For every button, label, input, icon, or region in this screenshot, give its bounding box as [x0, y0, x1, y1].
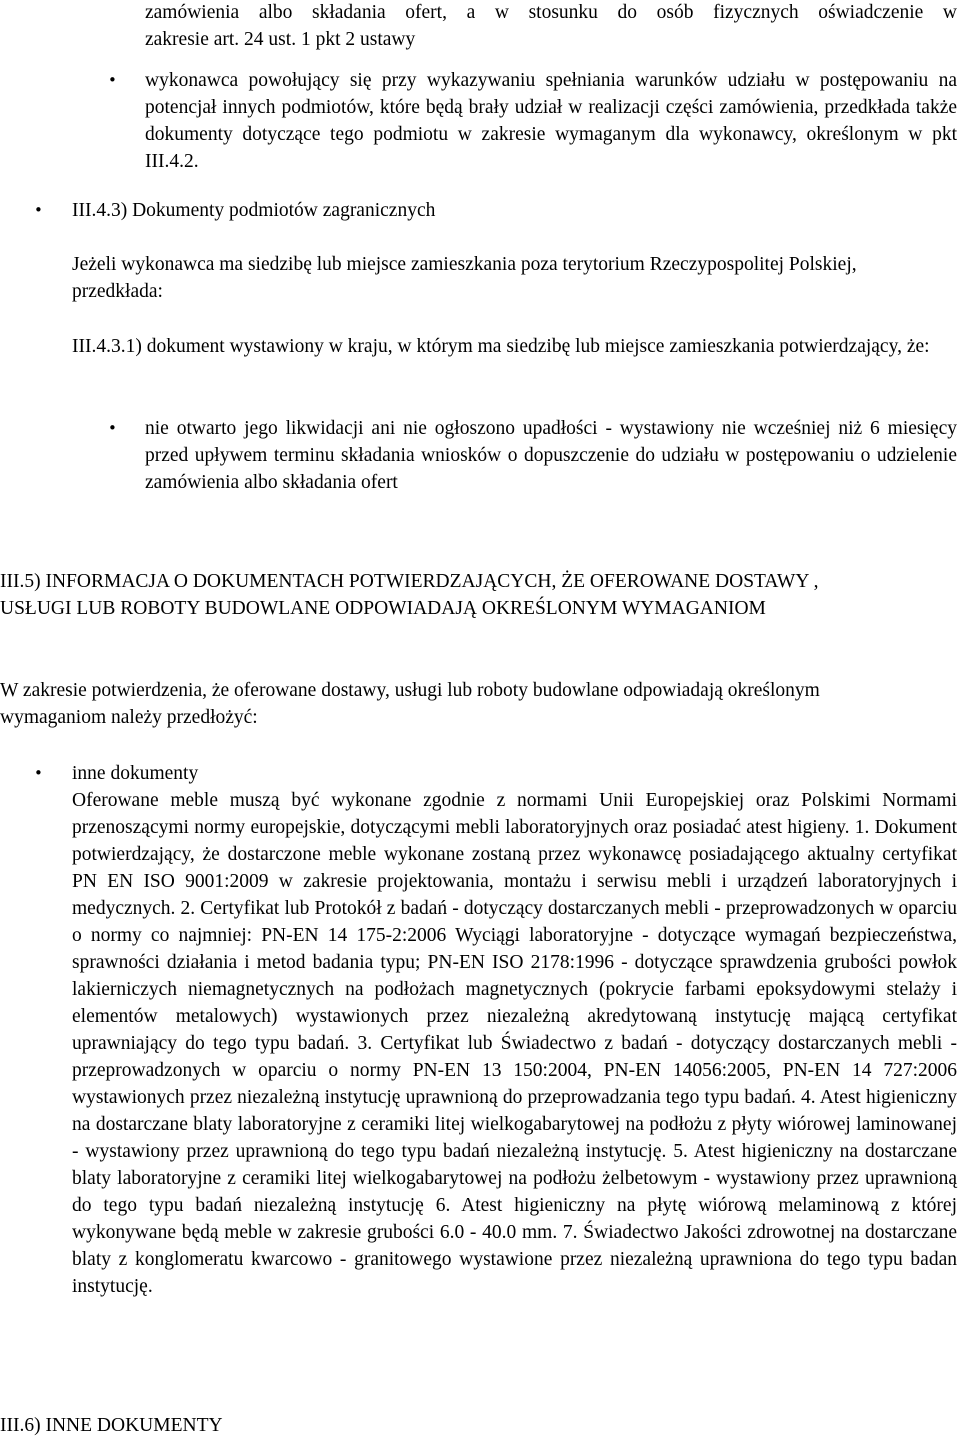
requirement-intro: [0, 677, 910, 731]
bullet-icon: •: [108, 71, 117, 89]
bullet-body: Oferowane meble muszą być wykonane zgodnie z normami Unii Europejskiej oraz Polskimi Normami przenoszącymi normy europejskie, dotyczącymi mebli laboratoryjnych oraz posiadać atest higieny. 1. Dokument potwierdzający, że dostarczone meble wykonane zostaną przez wykonawcę posiadającego aktualny certyfikat PN EN ISO 9001:2009 w zakresie projektowania, montażu i serwisu mebli i urządzeń laboratoryjnych i medycznych. 2. Certyfikat lub Protokół z badań - dotyczący dostarczanych mebli - przeprowadzonych w oparciu o normy co najmniej: PN-EN 14 175-2:2006 Wyciągi laboratoryjne - dotyczące wymagań bezpieczeństwa, sprawności działania i metod badania typu; PN-EN ISO 2178:1996 - dotyczące sprawdzenia grubości powłok lakierniczych niemagnetycznych na podłożach magnetycznych (pokrycie farbami epoksydowymi stelaży i elementów metalowych) wystawionych przez niezależną akredytowaną instytucję mającą certyfikat uprawniający do tego typu badań. 3. Certyfikat lub Świadectwo z badań - dotyczący dostarczanych mebli -przeprowadzonych w oparciu o normy PN-EN 13 150:2004, PN-EN 14056:2005, PN-EN 14 727:2006 wystawionych przez niezależną instytucję uprawnioną do przeprowadzania tego typu badań. 4. Atest higieniczny na dostarczane blaty laboratoryjne z ceramiki litej wielkogabarytowej na podłożu z płyty wiórowej laminowanej - wystawiony przez uprawnioną do tego typu badań niezależną instytucję. 5. Atest higieniczny na dostarczane blaty laboratoryjne z ceramiki litej wielkogabarytowej na podłożu żelbetowym - wystawiony przez uprawnioną do tego typu badań niezależną instytucję 6. Atest higieniczny na płytę wiórową melaminową z której wykonywane będą meble w zakresie grubości 6.0 - 40.0 mm. 7. Świadectwo Jakości zdrowotnej na dostarczane blaty z konglomeratu kwarcowo - granitowego wystawione przez niezależną uprawniona do tego typu badan instytucję.: [72, 790, 957, 1297]
continuation-text: [145, 0, 957, 53]
item-3-4-3-1: [72, 333, 952, 360]
bullet-title: inne dokumenty: [72, 763, 199, 784]
bullet-item-other-documents: [72, 760, 957, 1300]
heading-text: III.6) INNE DOKUMENTY: [0, 1415, 223, 1436]
section-heading-3-5: [0, 568, 880, 622]
bullet-text: nie otwarto jego likwidacji ani nie ogłoszono upadłości - wystawiony nie wcześniej niż 6 miesięcy przed upływem terminu składania wniosków o dopuszczenie do udziału w postępowaniu o udzielenie zamówienia albo składania ofert: [145, 418, 957, 493]
bullet-icon: •: [108, 419, 117, 437]
heading-text: III.5) INFORMACJA O DOKUMENTACH POTWIERDZAJĄCYCH, ŻE OFEROWANE DOSTAWY , USŁUGI LUB ROBOTY BUDOWLANE ODPOWIADAJĄ OKREŚLONYM WYMAGANIOM: [0, 571, 819, 619]
bullet-item-liquidation: [145, 415, 957, 496]
heading-text: III.4.3) Dokumenty podmiotów zagranicznych: [72, 200, 436, 221]
bullet-icon: •: [34, 201, 43, 219]
bullet-item-subcontractor: [145, 67, 957, 175]
text-line: zamówienia albo składania ofert, a w stosunku do osób fizycznych oświadczenie w: [145, 2, 957, 23]
section-heading-3-4-3: [72, 197, 952, 224]
bullet-icon: •: [34, 764, 43, 782]
foreign-entity-intro: [72, 251, 952, 305]
paragraph-text: III.4.3.1) dokument wystawiony w kraju, w którym ma siedzibę lub miejsce zamieszkania potwierdzający, że:: [72, 336, 930, 357]
text-line: zakresie art. 24 ust. 1 pkt 2 ustawy: [145, 29, 416, 50]
bullet-text: wykonawca powołujący się przy wykazywaniu spełniania warunków udziału w postępowaniu na potencjał innych podmiotów, które będą brały udział w realizacji części zamówienia, przedkłada także dokumenty dotyczące tego podmiotu w zakresie wymaganym dla wykonawcy, określonym w pkt III.4.2.: [145, 70, 957, 172]
paragraph-text: W zakresie potwierdzenia, że oferowane dostawy, usługi lub roboty budowlane odpowiadają określonym wymaganiom należy przedłożyć:: [0, 680, 820, 728]
section-heading-3-6: [0, 1412, 880, 1439]
paragraph-text: Jeżeli wykonawca ma siedzibę lub miejsce zamieszkania poza terytorium Rzeczypospolitej Polskiej, przedkłada:: [72, 254, 857, 302]
